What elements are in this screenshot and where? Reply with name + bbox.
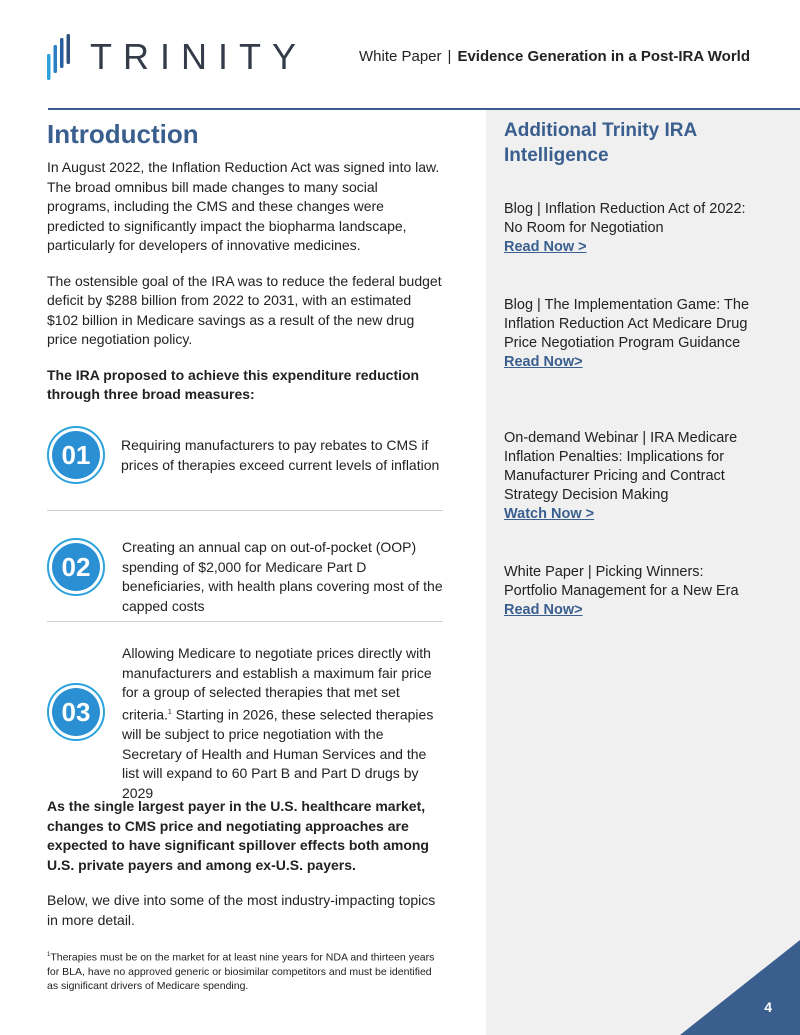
measure-text-02: Creating an annual cap on out-of-pocket (OOP) spending of $2,000 for Medicare Part D beneficiaries, with health plans covering most of the capped costs <box>122 539 443 614</box>
number-badge-label: 02 <box>52 543 100 591</box>
number-badge-label: 01 <box>52 431 100 479</box>
sidebar-item-1 <box>504 200 759 257</box>
sidebar-item-text: On-demand Webinar | IRA Medicare Inflation Penalties: Implications for Manufacturer Pricing and Contract Strategy Decision Making <box>504 430 738 503</box>
sidebar-title: Additional Trinity IRA Intelligence <box>504 120 697 166</box>
measure-text-03-part-2: Starting in 2026, these selected therapies will be subject to price negotiation with the Secretary of Health and Human Services and the list will expand to 60 Part B and Part D drugs by 2029 <box>122 706 434 801</box>
sidebar-item-2 <box>504 296 759 372</box>
closing-bold-paragraph: As the single largest payer in the U.S. healthcare market, changes to CMS price and negotiating approaches are expected to have significant spillover effects both among U.S. private payers and among ex-U.S. payers. <box>47 798 429 873</box>
closing-paragraph: Below, we dive into some of the most industry-impacting topics in more detail. <box>47 892 436 928</box>
measure-text-03 <box>122 644 444 803</box>
number-badge-02 <box>47 538 105 596</box>
header-separator: | <box>447 48 452 65</box>
sidebar-heading-block <box>504 118 764 168</box>
logo-wordmark: TRINITY <box>90 36 307 77</box>
section-title: Introduction <box>47 119 199 149</box>
measure-divider-1 <box>47 510 443 511</box>
intro-paragraph-1: In August 2022, the Inflation Reduction Act was signed into law. The broad omnibus bill made changes to many social programs, including the CMS and these changes were predicted to significantly impact the biopharma landscape, particularly for developers of innovative medicines. <box>47 159 440 253</box>
sidebar-item-text: Blog | Inflation Reduction Act of 2022: No Room for Negotiation <box>504 201 746 236</box>
header-divider <box>48 108 800 110</box>
corner-triangle <box>680 940 800 1035</box>
closing-section <box>47 797 443 946</box>
read-now-link[interactable]: Read Now> <box>504 354 583 370</box>
footnote <box>47 948 443 993</box>
intro-paragraph-2: The ostensible goal of the IRA was to reduce the federal budget deficit by $288 billion from 2022 to 2031, with an estimated $102 billion in Medicare savings as a result of the new drug price negotiation policy. <box>47 272 442 347</box>
doc-type: White Paper <box>358 48 442 65</box>
watch-now-link[interactable]: Watch Now > <box>504 506 595 522</box>
footnote-text: Therapies must be on the market for at least nine years for NDA and thirteen years for BLA, have no approved generic or biosimilar competitors and must be identified as significant drivers of Medicare spending. <box>47 951 435 992</box>
sidebar-item-text: White Paper | Picking Winners: Portfolio Management for a New Era <box>504 564 739 599</box>
read-now-link[interactable]: Read Now> <box>504 602 583 618</box>
sidebar-item-text: Blog | The Implementation Game: The Inflation Reduction Act Medicare Drug Price Negotiation Program Guidance <box>504 297 750 351</box>
main-content <box>47 118 443 421</box>
sidebar-item-4 <box>504 563 759 620</box>
footnote-reference: 1 <box>167 708 172 716</box>
number-badge-01 <box>47 426 105 484</box>
page-number: 4 <box>764 999 772 1015</box>
read-now-link[interactable]: Read Now > <box>504 239 587 255</box>
document-header <box>359 48 750 65</box>
number-badge-03 <box>47 683 105 741</box>
sidebar-item-3 <box>504 429 759 524</box>
logo-bars-icon <box>46 32 72 82</box>
footnote-marker: 1 <box>47 952 51 958</box>
doc-title: Evidence Generation in a Post-IRA World <box>457 48 750 65</box>
measure-text-01: Requiring manufacturers to pay rebates to CMS if prices of therapies exceed current levels of inflation <box>121 437 440 473</box>
measures-lead-in: The IRA proposed to achieve this expenditure reduction through three broad measures: <box>47 366 420 402</box>
trinity-logo <box>46 32 307 82</box>
number-badge-label: 03 <box>52 688 100 736</box>
measure-divider-2 <box>47 621 443 622</box>
measure-text-03-part-1: Allowing Medicare to negotiate prices directly with manufacturers and establish a maximum fair price for a group of selected therapies that met set criteria. <box>122 645 432 723</box>
